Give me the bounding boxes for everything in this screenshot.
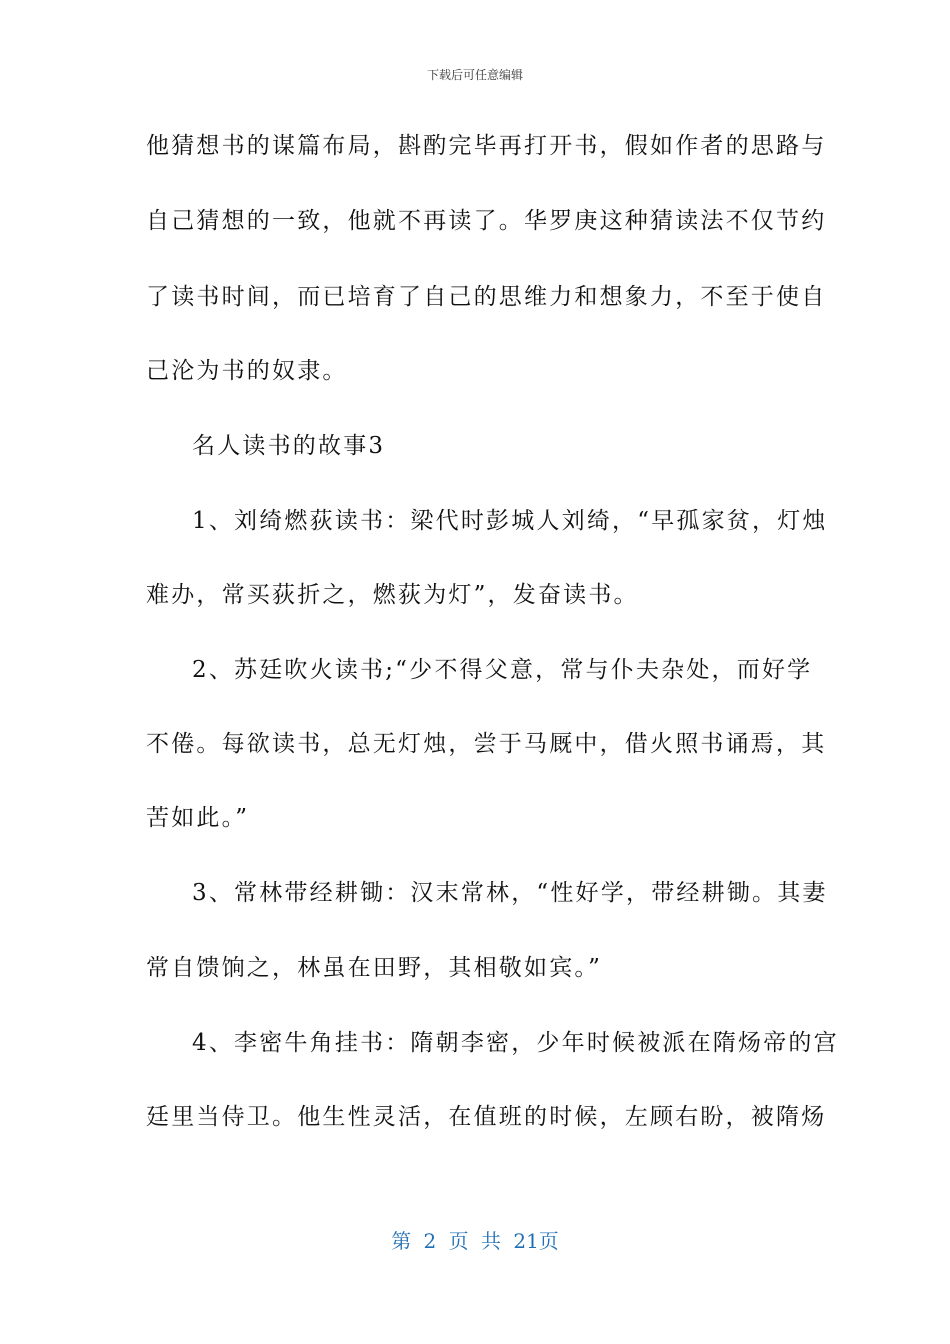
body-line: 2、苏廷吹火读书;“少不得父意，常与仆夫杂处，而好学 — [192, 657, 813, 683]
body-line: 他猜想书的谋篇布局，斟酌完毕再打开书，假如作者的思路与 — [146, 133, 827, 159]
page-header: 下载后可任意编辑 — [426, 68, 523, 82]
body-line: 苦如此。” — [146, 805, 250, 831]
body-line: 难办，常买荻折之，燃荻为灯”，发奋读书。 — [146, 582, 639, 608]
body-line: 己沦为书的奴隶。 — [146, 358, 348, 384]
body-line: 常自馈饷之，林虽在田野，其相敬如宾。” — [146, 955, 603, 981]
body-line: 3、常林带经耕锄：汉末常林，“性好学，带经耕锄。其妻 — [192, 880, 828, 906]
body-line: 不倦。每欲读书，总无灯烛，尝于马厩中，借火照书诵焉，其 — [146, 731, 827, 757]
body-line: 廷里当侍卫。他生性灵活，在值班的时候，左顾右盼，被隋炀 — [146, 1104, 827, 1130]
body-line: 了读书时间，而已培育了自己的思维力和想象力，不至于使自 — [146, 284, 827, 310]
body-line: 自己猜想的一致，他就不再读了。华罗庚这种猜读法不仅节约 — [146, 208, 827, 234]
body-line: 4、李密牛角挂书：隋朝李密，少年时候被派在隋炀帝的宫 — [192, 1030, 839, 1056]
page-number: 第 2 页 共 21页 — [391, 1229, 559, 1253]
body-line: 1、刘绮燃荻读书：梁代时彭城人刘绮，“早孤家贫，灯烛 — [192, 508, 828, 534]
section-heading: 名人读书的故事3 — [192, 433, 386, 459]
